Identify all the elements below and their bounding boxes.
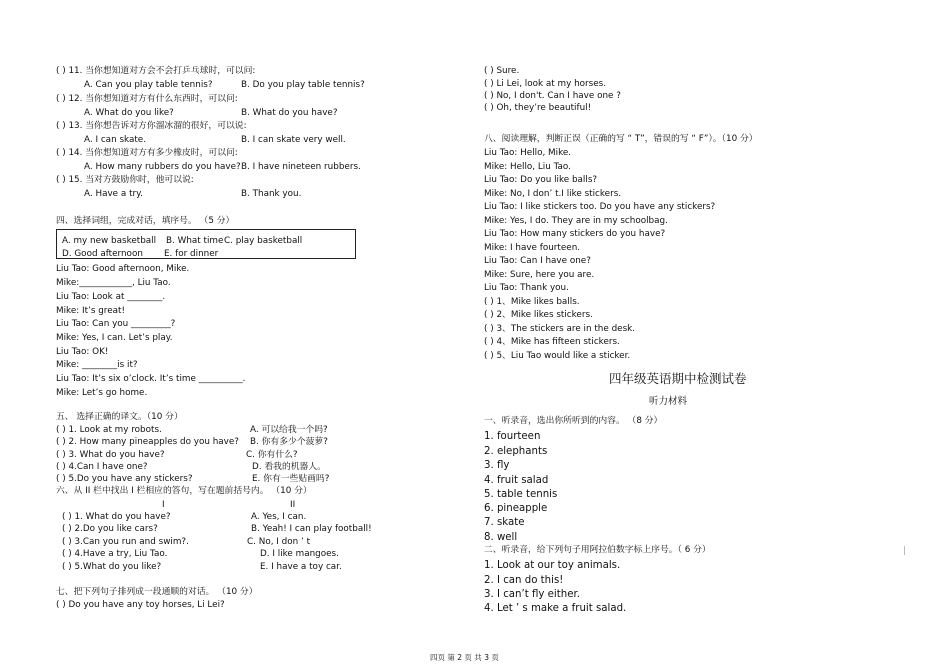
translation-chinese: D. 看我的机器人。 xyxy=(252,462,326,472)
q14-prompt: ( ) 14. 当你想知道对方有多少橡皮时，可以问: xyxy=(56,148,238,158)
reading-line: Mike: No, I don’ t.I like stickers. xyxy=(484,189,622,199)
dialogue-line: Mike: Yes, I can. Let’s play. xyxy=(56,333,173,343)
margin-mark xyxy=(904,546,905,555)
dialogue-line: Liu Tao: It’s six o’clock. It’s time __________. xyxy=(56,374,246,384)
column-ii-header: II xyxy=(290,500,296,510)
option-b: B. What time xyxy=(166,236,224,246)
q11-prompt: ( ) 11. 当你想知道对方会不会打乒乓球时，可以问: xyxy=(56,66,256,76)
match-question: ( ) 5.What do you like? xyxy=(62,562,162,572)
listening-word: 2. elephants xyxy=(484,446,548,457)
match-question: ( ) 2.Do you like cars? xyxy=(62,524,158,534)
reading-line: Mike: Yes, I do. They are in my schoolbag. xyxy=(484,216,668,226)
dialogue-line: Liu Tao: Good afternoon, Mike. xyxy=(56,264,190,274)
order-line: ( ) Do you have any toy horses, Li Lei? xyxy=(56,600,225,610)
order-line: ( ) Sure. xyxy=(484,66,520,76)
dialogue-line: Mike: ________is it? xyxy=(56,360,138,370)
match-answer: B. Yeah! I can play football! xyxy=(251,524,372,534)
q15-option-a: A. Have a try. xyxy=(84,189,143,199)
match-question: ( ) 3.Can you run and swim?. xyxy=(62,537,189,547)
q13-option-a: A. I can skate. xyxy=(84,135,147,145)
order-line: ( ) No, I don't. Can I have one ? xyxy=(484,91,621,101)
listening-sentence: 4. Let ’ s make a fruit salad. xyxy=(484,603,627,614)
judgement-item: ( ) 3、The stickers are in the desk. xyxy=(484,324,636,334)
match-answer: E. I have a toy car. xyxy=(260,562,342,572)
reading-line: Liu Tao: Can I have one? xyxy=(484,256,591,266)
q11-option-a: A. Can you play table tennis? xyxy=(84,80,213,90)
translation-chinese: E. 你有一些贴画吗? xyxy=(252,474,330,484)
reading-line: Liu Tao: Hello, Mike. xyxy=(484,148,572,158)
reading-line: Mike: Hello, Liu Tao. xyxy=(484,162,571,172)
match-question: ( ) 4.Have a try, Liu Tao. xyxy=(62,549,168,559)
match-answer: A. Yes, I can. xyxy=(251,512,307,522)
page-title: 四年级英语期中检测试卷 xyxy=(609,371,747,386)
page-subtitle: 听力材料 xyxy=(649,396,688,407)
listening-word: 1. fourteen xyxy=(484,431,541,442)
section5-heading: 五、 选择正确的译文。（10 分） xyxy=(56,412,183,422)
listening-word: 4. fruit salad xyxy=(484,475,549,486)
section8-heading: 八、阅读理解，判断正误（正确的写 “ T”，错误的写 “ F”）。（10 分） xyxy=(484,134,758,144)
reading-line: Mike: Sure, here you are. xyxy=(484,270,595,280)
match-question: ( ) 1. What do you have? xyxy=(62,512,171,522)
listening1-heading: 一、听录音，选出你所听到的内容。 （8 分） xyxy=(484,416,663,426)
option-c: C. play basketball xyxy=(224,236,303,246)
q12-prompt: ( ) 12. 当你想知道对方有什么东西时，可以问: xyxy=(56,94,238,104)
judgement-item: ( ) 2、Mike likes stickers. xyxy=(484,310,593,320)
q15-option-b: B. Thank you. xyxy=(241,189,302,199)
listening-sentence: 2. I can do this! xyxy=(484,575,564,586)
option-e: E. for dinner xyxy=(164,249,219,259)
q15-prompt: ( ) 15. 当对方鼓励你时，他可以说: xyxy=(56,175,194,185)
q13-prompt: ( ) 13. 当你想告诉对方你溜冰溜的很好，可以说: xyxy=(56,121,247,131)
order-line: ( ) Li Lei, look at my horses. xyxy=(484,79,607,89)
listening-word: 8. well xyxy=(484,532,518,543)
translation-english: ( ) 5.Do you have any stickers? xyxy=(56,474,193,484)
listening-word: 7. skate xyxy=(484,517,525,528)
section6-heading: 六、从 II 栏中找出 I 栏相应的答句，写在题前括号内。 （10 分） xyxy=(56,486,312,496)
q13-option-b: B. I can skate very well. xyxy=(241,135,346,145)
listening-sentence: 1. Look at our toy animals. xyxy=(484,560,621,571)
reading-line: Liu Tao: How many stickers do you have? xyxy=(484,229,666,239)
dialogue-line: Liu Tao: Can you _________? xyxy=(56,319,176,329)
page-footer: 四页 第 2 页 共 3 页 xyxy=(430,653,499,662)
listening2-heading: 二、听录音，给下列句子用阿拉伯数字标上序号。（ 6 分） xyxy=(484,545,711,555)
reading-line: Liu Tao: I like stickers too. Do you have any stickers? xyxy=(484,202,716,212)
translation-chinese: C. 你有什么? xyxy=(246,450,298,460)
judgement-item: ( ) 5、Liu Tao would like a sticker. xyxy=(484,351,631,361)
match-answer: D. I like mangoes. xyxy=(260,549,339,559)
q12-option-a: A. What do you like? xyxy=(84,108,174,118)
match-answer: C. No, I don ’ t xyxy=(247,537,311,547)
q12-option-b: B. What do you have? xyxy=(241,108,338,118)
judgement-item: ( ) 1、Mike likes balls. xyxy=(484,297,580,307)
translation-english: ( ) 2. How many pineapples do you have? xyxy=(56,437,239,447)
section4-heading: 四、选择词组，完成对话，填序号。 （5 分） xyxy=(56,216,235,226)
column-i-header: I xyxy=(162,500,165,510)
translation-english: ( ) 3. What do you have? xyxy=(56,450,165,460)
translation-english: ( ) 4.Can I have one? xyxy=(56,462,148,472)
q11-option-b: B. Do you play table tennis? xyxy=(241,80,365,90)
reading-line: Liu Tao: Thank you. xyxy=(484,283,569,293)
dialogue-line: Liu Tao: OK! xyxy=(56,347,109,357)
translation-chinese: A. 可以给我一个吗? xyxy=(250,425,328,435)
listening-word: 5. table tennis xyxy=(484,489,558,500)
translation-chinese: B. 你有多少个菠萝? xyxy=(250,437,328,447)
option-a: A. my new basketball xyxy=(62,236,157,246)
q14-option-a: A. How many rubbers do you have? xyxy=(84,162,241,172)
dialogue-line: Liu Tao: Look at ________. xyxy=(56,292,166,302)
dialogue-line: Mike:____________, Liu Tao. xyxy=(56,278,171,288)
translation-english: ( ) 1. Look at my robots. xyxy=(56,425,162,435)
option-d: D. Good afternoon xyxy=(62,249,143,259)
order-line: ( ) Oh, they’re beautiful! xyxy=(484,103,592,113)
q14-option-b: B. I have nineteen rubbers. xyxy=(241,162,361,172)
judgement-item: ( ) 4、Mike has fifteen stickers. xyxy=(484,337,620,347)
section7-heading: 七、把下列句子排列成一段通顺的对话。 （10 分） xyxy=(56,587,258,597)
dialogue-line: Mike: It’s great! xyxy=(56,306,125,316)
listening-sentence: 3. I can’t fly either. xyxy=(484,589,580,600)
listening-word: 6. pineapple xyxy=(484,503,548,514)
reading-line: Mike: I have fourteen. xyxy=(484,243,581,253)
listening-word: 3. fly xyxy=(484,460,510,471)
reading-line: Liu Tao: Do you like balls? xyxy=(484,175,598,185)
dialogue-line: Mike: Let’s go home. xyxy=(56,388,148,398)
